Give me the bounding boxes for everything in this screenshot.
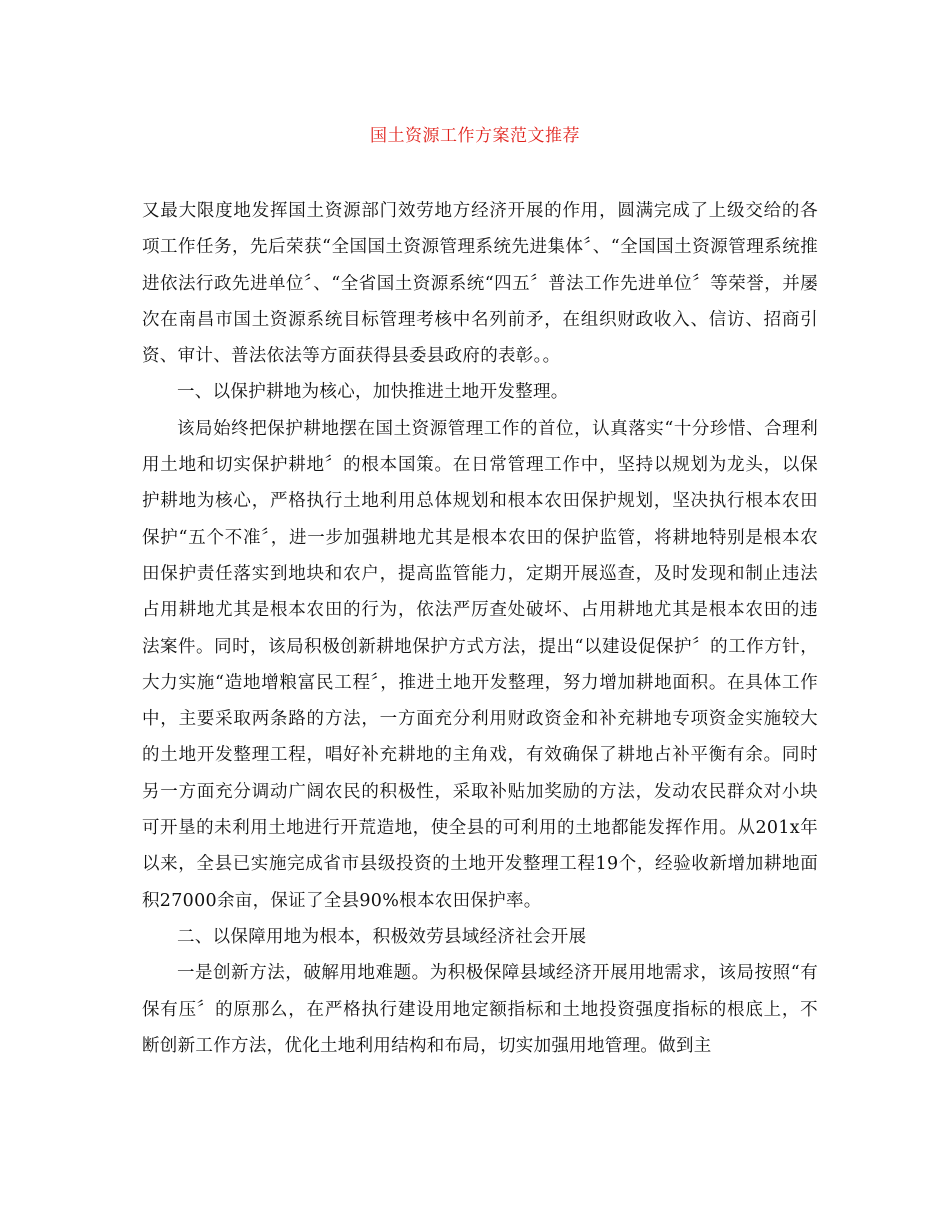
section-heading-2: 二、以保障用地为根本，积极效劳县域经济社会开展 [177, 926, 587, 947]
paragraph-intro: 又最大限度地发挥国土资源部门效劳地方经济开展的作用，圆满完成了上级交给的各项工作任务，先后荣获“全国国土资源管理系统先进集体〞、“全国国土资源管理系统推进依法行政先进单位〞、“全省国土资源系统“四五〞普法工作先进单位〞等荣誉，并屡次在南昌市国土资源系统目标管理考核中名列前矛，在组织财政收入、信访、招商引资、审计、普法依法等方面获得县委县政府的表彰。。 [142, 201, 818, 367]
section-heading-1: 一、以保护耕地为核心，加快推进土地开发整理。 [177, 382, 569, 403]
document-body [142, 193, 818, 1064]
paragraph-land-use: 一是创新方法，破解用地难题。为积极保障县域经济开展用地需求，该局按照“有保有压〞的原那么，在严格执行建设用地定额指标和土地投资强度指标的根底上，不断创新工作方法，优化土地利用结构和布局，切实加强用地管理。做到主 [142, 963, 818, 1056]
document-title: 国土资源工作方案范文推荐 [370, 126, 580, 146]
paragraph-farmland-protection: 该局始终把保护耕地摆在国土资源管理工作的首位，认真落实“十分珍惜、合理利用土地和切实保护耕地〞的根本国策。在日常管理工作中，坚持以规划为龙头，以保护耕地为核心，严格执行土地利用总体规划和根本农田保护规划，坚决执行根本农田保护“五个不准〞，进一步加强耕地尤其是根本农田的保护监管，将耕地特别是根本农田保护责任落实到地块和农户，提高监管能力，定期开展巡查，及时发现和制止违法占用耕地尤其是根本农田的行为，依法严厉查处破坏、占用耕地尤其是根本农田的违法案件。同时，该局积极创新耕地保护方式方法，提出“以建设促保护〞的工作方针，大力实施“造地增粮富民工程〞，推进土地开发整理，努力增加耕地面积。在具体工作中，主要采取两条路的方法，一方面充分利用财政资金和补充耕地专项资金实施较大的土地开发整理工程，唱好补充耕地的主角戏，有效确保了耕地占补平衡有余。同时另一方面充分调动广阔农民的积极性，采取补贴加奖励的方法，发动农民群众对小块可开垦的未利用土地进行开荒造地，使全县的可利用的土地都能发挥作用。从201x年以来，全县已实施完成省市县级投资的土地开发整理工程19个，经验收新增加耕地面积27000余亩，保证了全县90%根本农田保护率。 [142, 418, 818, 911]
